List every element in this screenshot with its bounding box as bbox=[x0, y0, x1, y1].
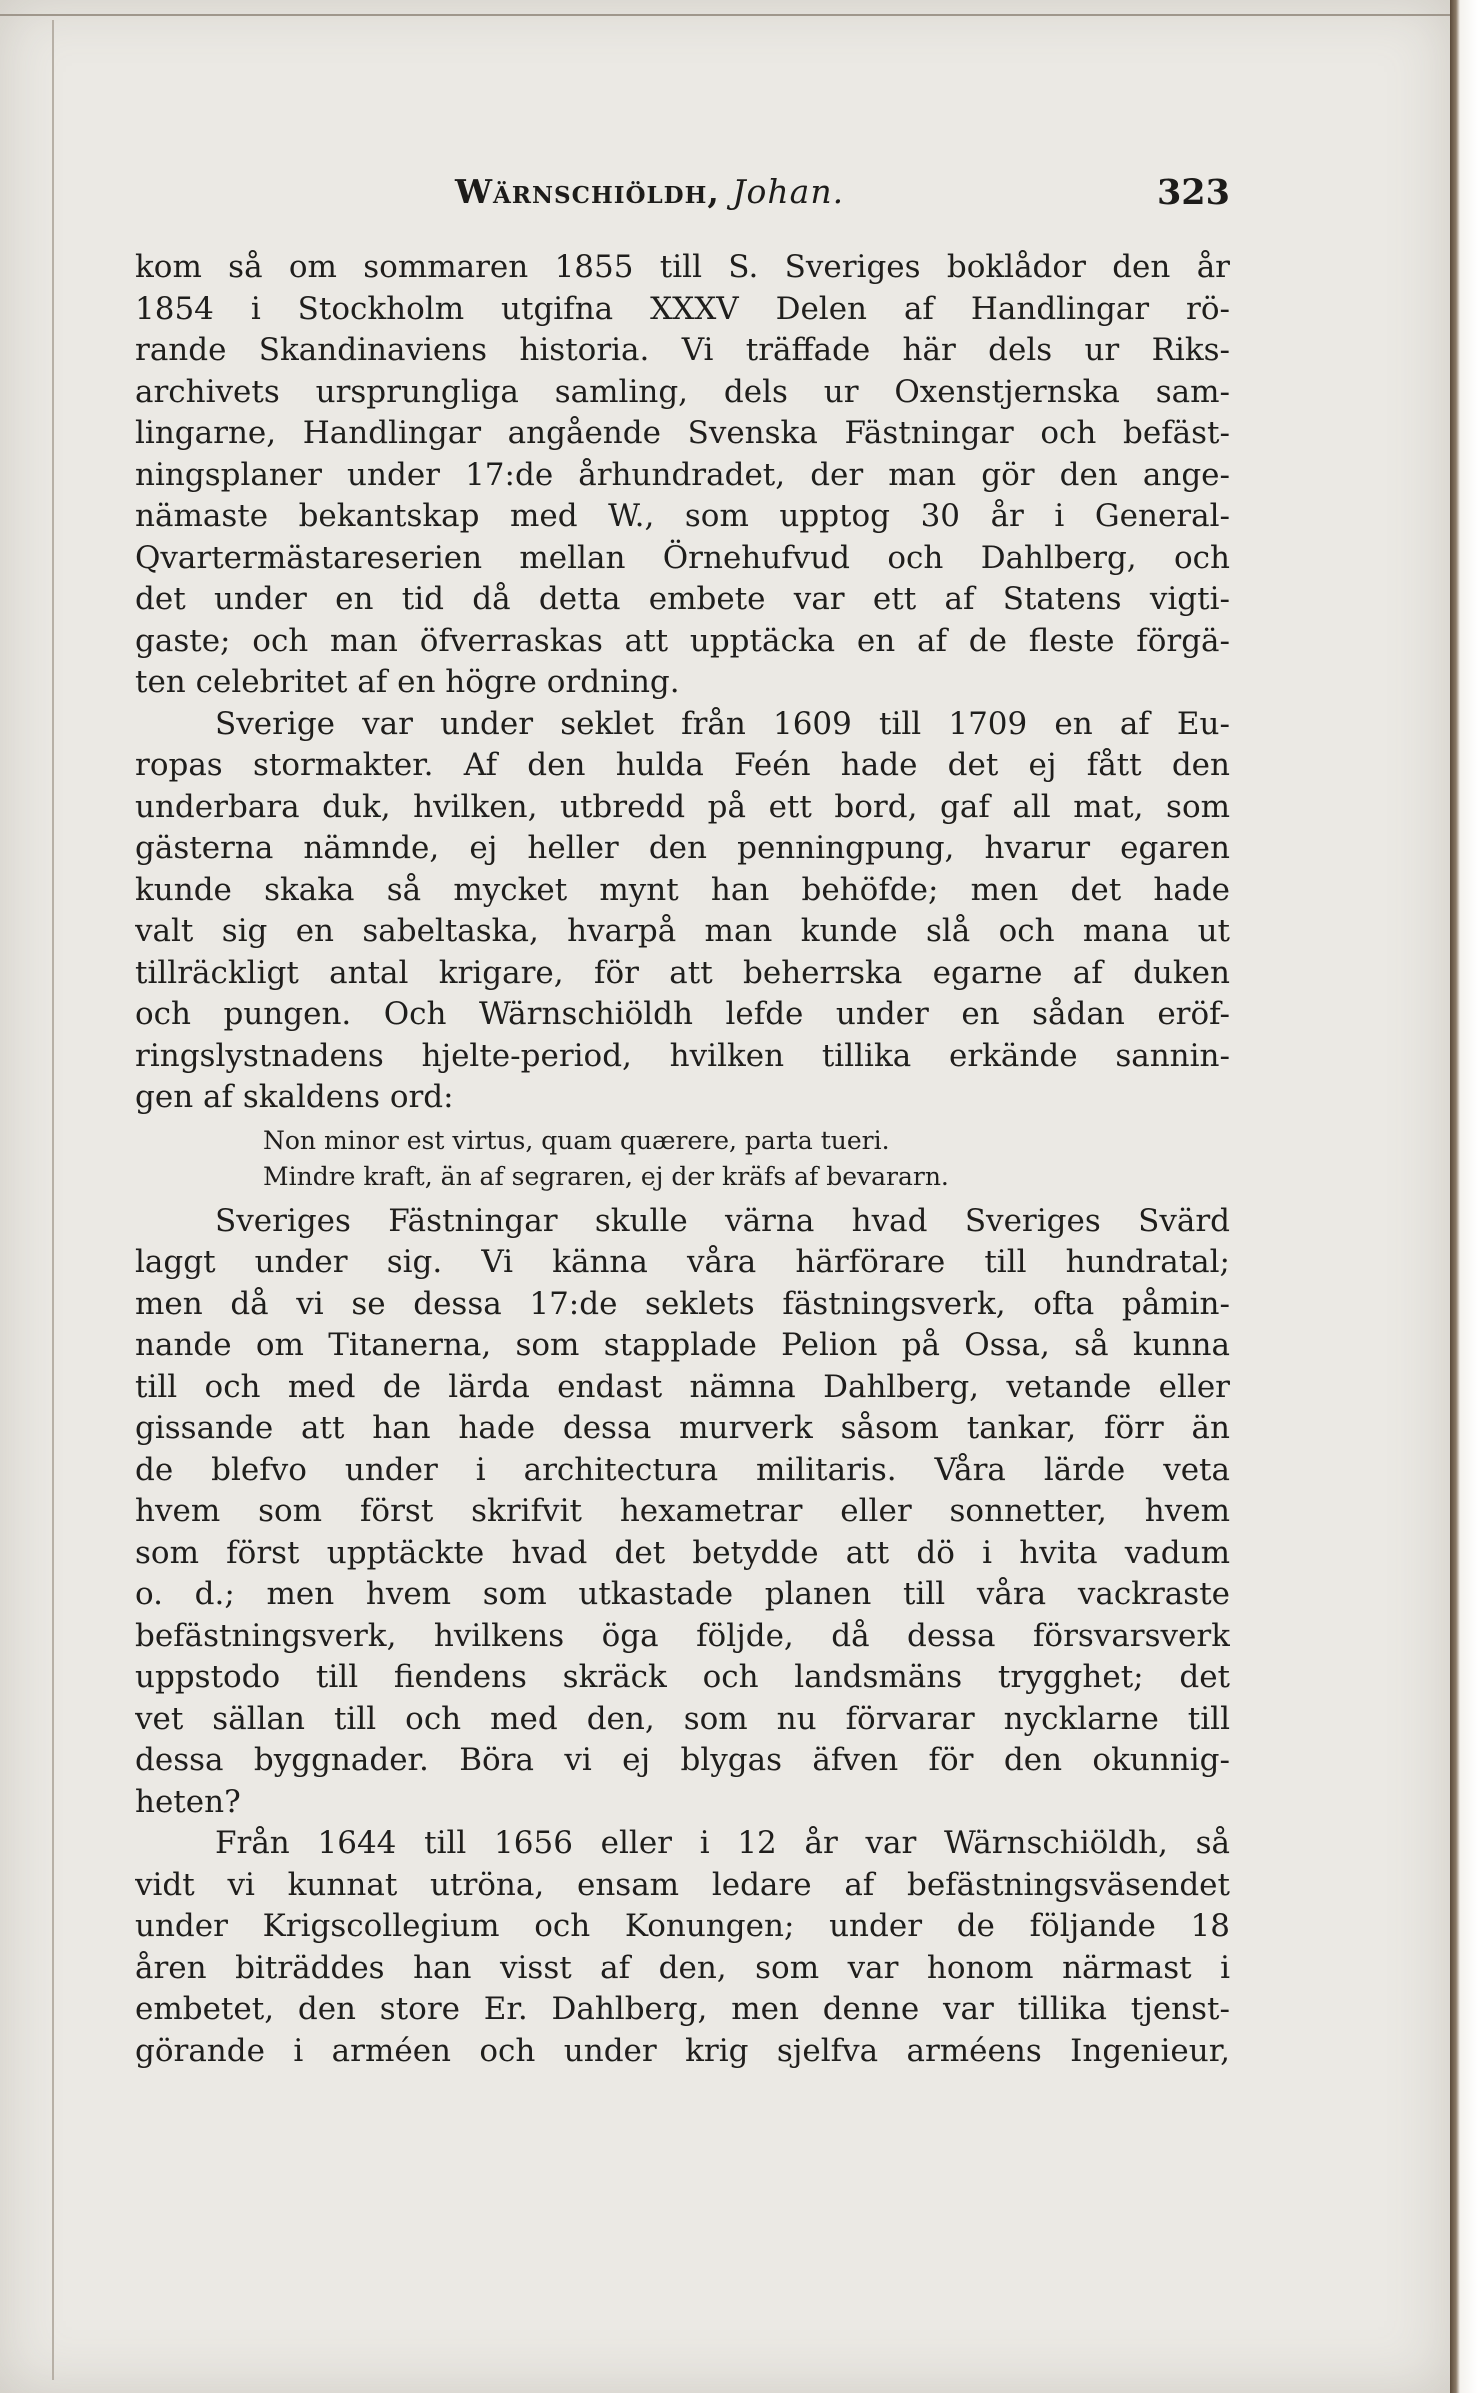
text-line: Sverige var under seklet från 1609 till 1709 en af Eu- bbox=[215, 705, 1230, 742]
page-number: 323 bbox=[1156, 172, 1230, 213]
page-header bbox=[135, 172, 1230, 222]
text-line: ten celebritet af en högre ordning. bbox=[135, 664, 680, 700]
page-gutter-line bbox=[52, 20, 54, 2380]
text-line: under Krigscollegium och Konungen; under de följande 18 bbox=[135, 1908, 1230, 1944]
text-line: och pungen. Och Wärnschiöldh lefde under en sådan eröf- bbox=[135, 996, 1230, 1032]
text-line: gaste; och man öfverraskas att upptäcka en af de fleste förgä- bbox=[135, 622, 1230, 659]
paragraph-2 bbox=[135, 704, 1230, 1119]
running-head bbox=[455, 172, 844, 211]
text-line: hvem som först skrifvit hexametrar eller sonnetter, hvem bbox=[135, 1493, 1230, 1529]
text-line: tillräckligt antal krigare, för att beherrska egarne af duken bbox=[135, 954, 1230, 991]
quote-line-latin: Non minor est virtus, quam quærere, parta tueri. bbox=[263, 1125, 890, 1155]
text-line: archivets ursprungliga samling, dels ur Oxenstjernska sam- bbox=[135, 373, 1230, 410]
verse-quote bbox=[135, 1123, 1230, 1195]
text-line: valt sig en sabeltaska, hvarpå man kunde slå och mana ut bbox=[135, 913, 1230, 949]
text-line: kunde skaka så mycket mynt han behöfde; men det hade bbox=[135, 871, 1230, 908]
text-line: heten? bbox=[135, 1783, 241, 1820]
text-line: dessa byggnader. Böra vi ej blygas äfven för den okunnig- bbox=[135, 1742, 1230, 1778]
text-line: men då vi se dessa 17:de seklets fästningsverk, ofta påmin- bbox=[135, 1285, 1230, 1322]
running-head-given-name: Johan. bbox=[732, 172, 845, 211]
text-line: Qvartermästareserien mellan Örnehufvud och Dahlberg, och bbox=[135, 539, 1230, 576]
page-binding-edge bbox=[1450, 0, 1478, 2393]
text-line: rande Skandinaviens historia. Vi träffade här dels ur Riks- bbox=[135, 332, 1230, 368]
text-line: laggt under sig. Vi känna våra härförare till hundratal; bbox=[135, 1244, 1230, 1280]
text-line: nande om Titanerna, som stapplade Pelion på Ossa, så kunna bbox=[135, 1327, 1230, 1363]
text-line: görande i arméen och under krig sjelfva arméens Ingenieur, bbox=[135, 2032, 1230, 2069]
text-line: lingarne, Handlingar angående Svenska Fästningar och befäst- bbox=[135, 415, 1230, 451]
paragraph-1 bbox=[135, 247, 1230, 704]
text-line: åren biträddes han visst af den, som var honom närmast i bbox=[135, 1949, 1230, 1986]
text-line: underbara duk, hvilken, utbredd på ett bord, gaf all mat, som bbox=[135, 788, 1230, 825]
text-line: uppstodo till fiendens skräck och landsmäns trygghet; det bbox=[135, 1659, 1230, 1695]
text-line: till och med de lärda endast nämna Dahlberg, vetande eller bbox=[135, 1368, 1230, 1405]
text-line: befästningsverk, hvilkens öga följde, då dessa försvarsverk bbox=[135, 1617, 1230, 1654]
quote-line-swedish: Mindre kraft, än af segraren, ej der kräfs af bevararn. bbox=[263, 1161, 949, 1191]
text-line: ningsplaner under 17:de århundradet, der man gör den ange- bbox=[135, 456, 1230, 493]
text-line: det under en tid då detta embete var ett af Statens vigti- bbox=[135, 581, 1230, 617]
text-line: Från 1644 till 1656 eller i 12 år var Wärnschiöldh, så bbox=[215, 1825, 1230, 1861]
paragraph-4 bbox=[135, 1823, 1230, 2072]
text-line: ropas stormakter. Af den hulda Feén hade det ej fått den bbox=[135, 747, 1230, 783]
page-top-edge bbox=[0, 14, 1450, 16]
running-head-name: Wärnschiöldh, bbox=[455, 172, 720, 211]
text-line: nämaste bekantskap med W., som upptog 30 år i General- bbox=[135, 498, 1230, 534]
paragraph-3 bbox=[135, 1201, 1230, 1824]
text-line: 1854 i Stockholm utgifna XXXV Delen af Handlingar rö- bbox=[135, 290, 1230, 327]
text-line: Sveriges Fästningar skulle värna hvad Sveriges Svärd bbox=[215, 1202, 1230, 1239]
text-line: vet sällan till och med den, som nu förvarar nycklarne till bbox=[135, 1700, 1230, 1737]
text-line: gästerna nämnde, ej heller den penningpung, hvarur egaren bbox=[135, 830, 1230, 866]
text-line: som först upptäckte hvad det betydde att dö i hvita vadum bbox=[135, 1534, 1230, 1571]
text-line: o. d.; men hvem som utkastade planen till våra vackraste bbox=[135, 1576, 1230, 1612]
text-line: kom så om sommaren 1855 till S. Sveriges boklådor den år bbox=[135, 249, 1230, 285]
text-line: gen af skaldens ord: bbox=[135, 1079, 454, 1115]
text-line: vidt vi kunnat utröna, ensam ledare af befästningsväsendet bbox=[135, 1866, 1230, 1903]
text-line: gissande att han hade dessa murverk såsom tankar, förr än bbox=[135, 1410, 1230, 1446]
text-line: embetet, den store Er. Dahlberg, men denne var tillika tjenst- bbox=[135, 1991, 1230, 2027]
body-text bbox=[135, 247, 1230, 2072]
text-line: de blefvo under i architectura militaris. Våra lärde veta bbox=[135, 1451, 1230, 1488]
text-line: ringslystnadens hjelte-period, hvilken tillika erkände sannin- bbox=[135, 1037, 1230, 1074]
